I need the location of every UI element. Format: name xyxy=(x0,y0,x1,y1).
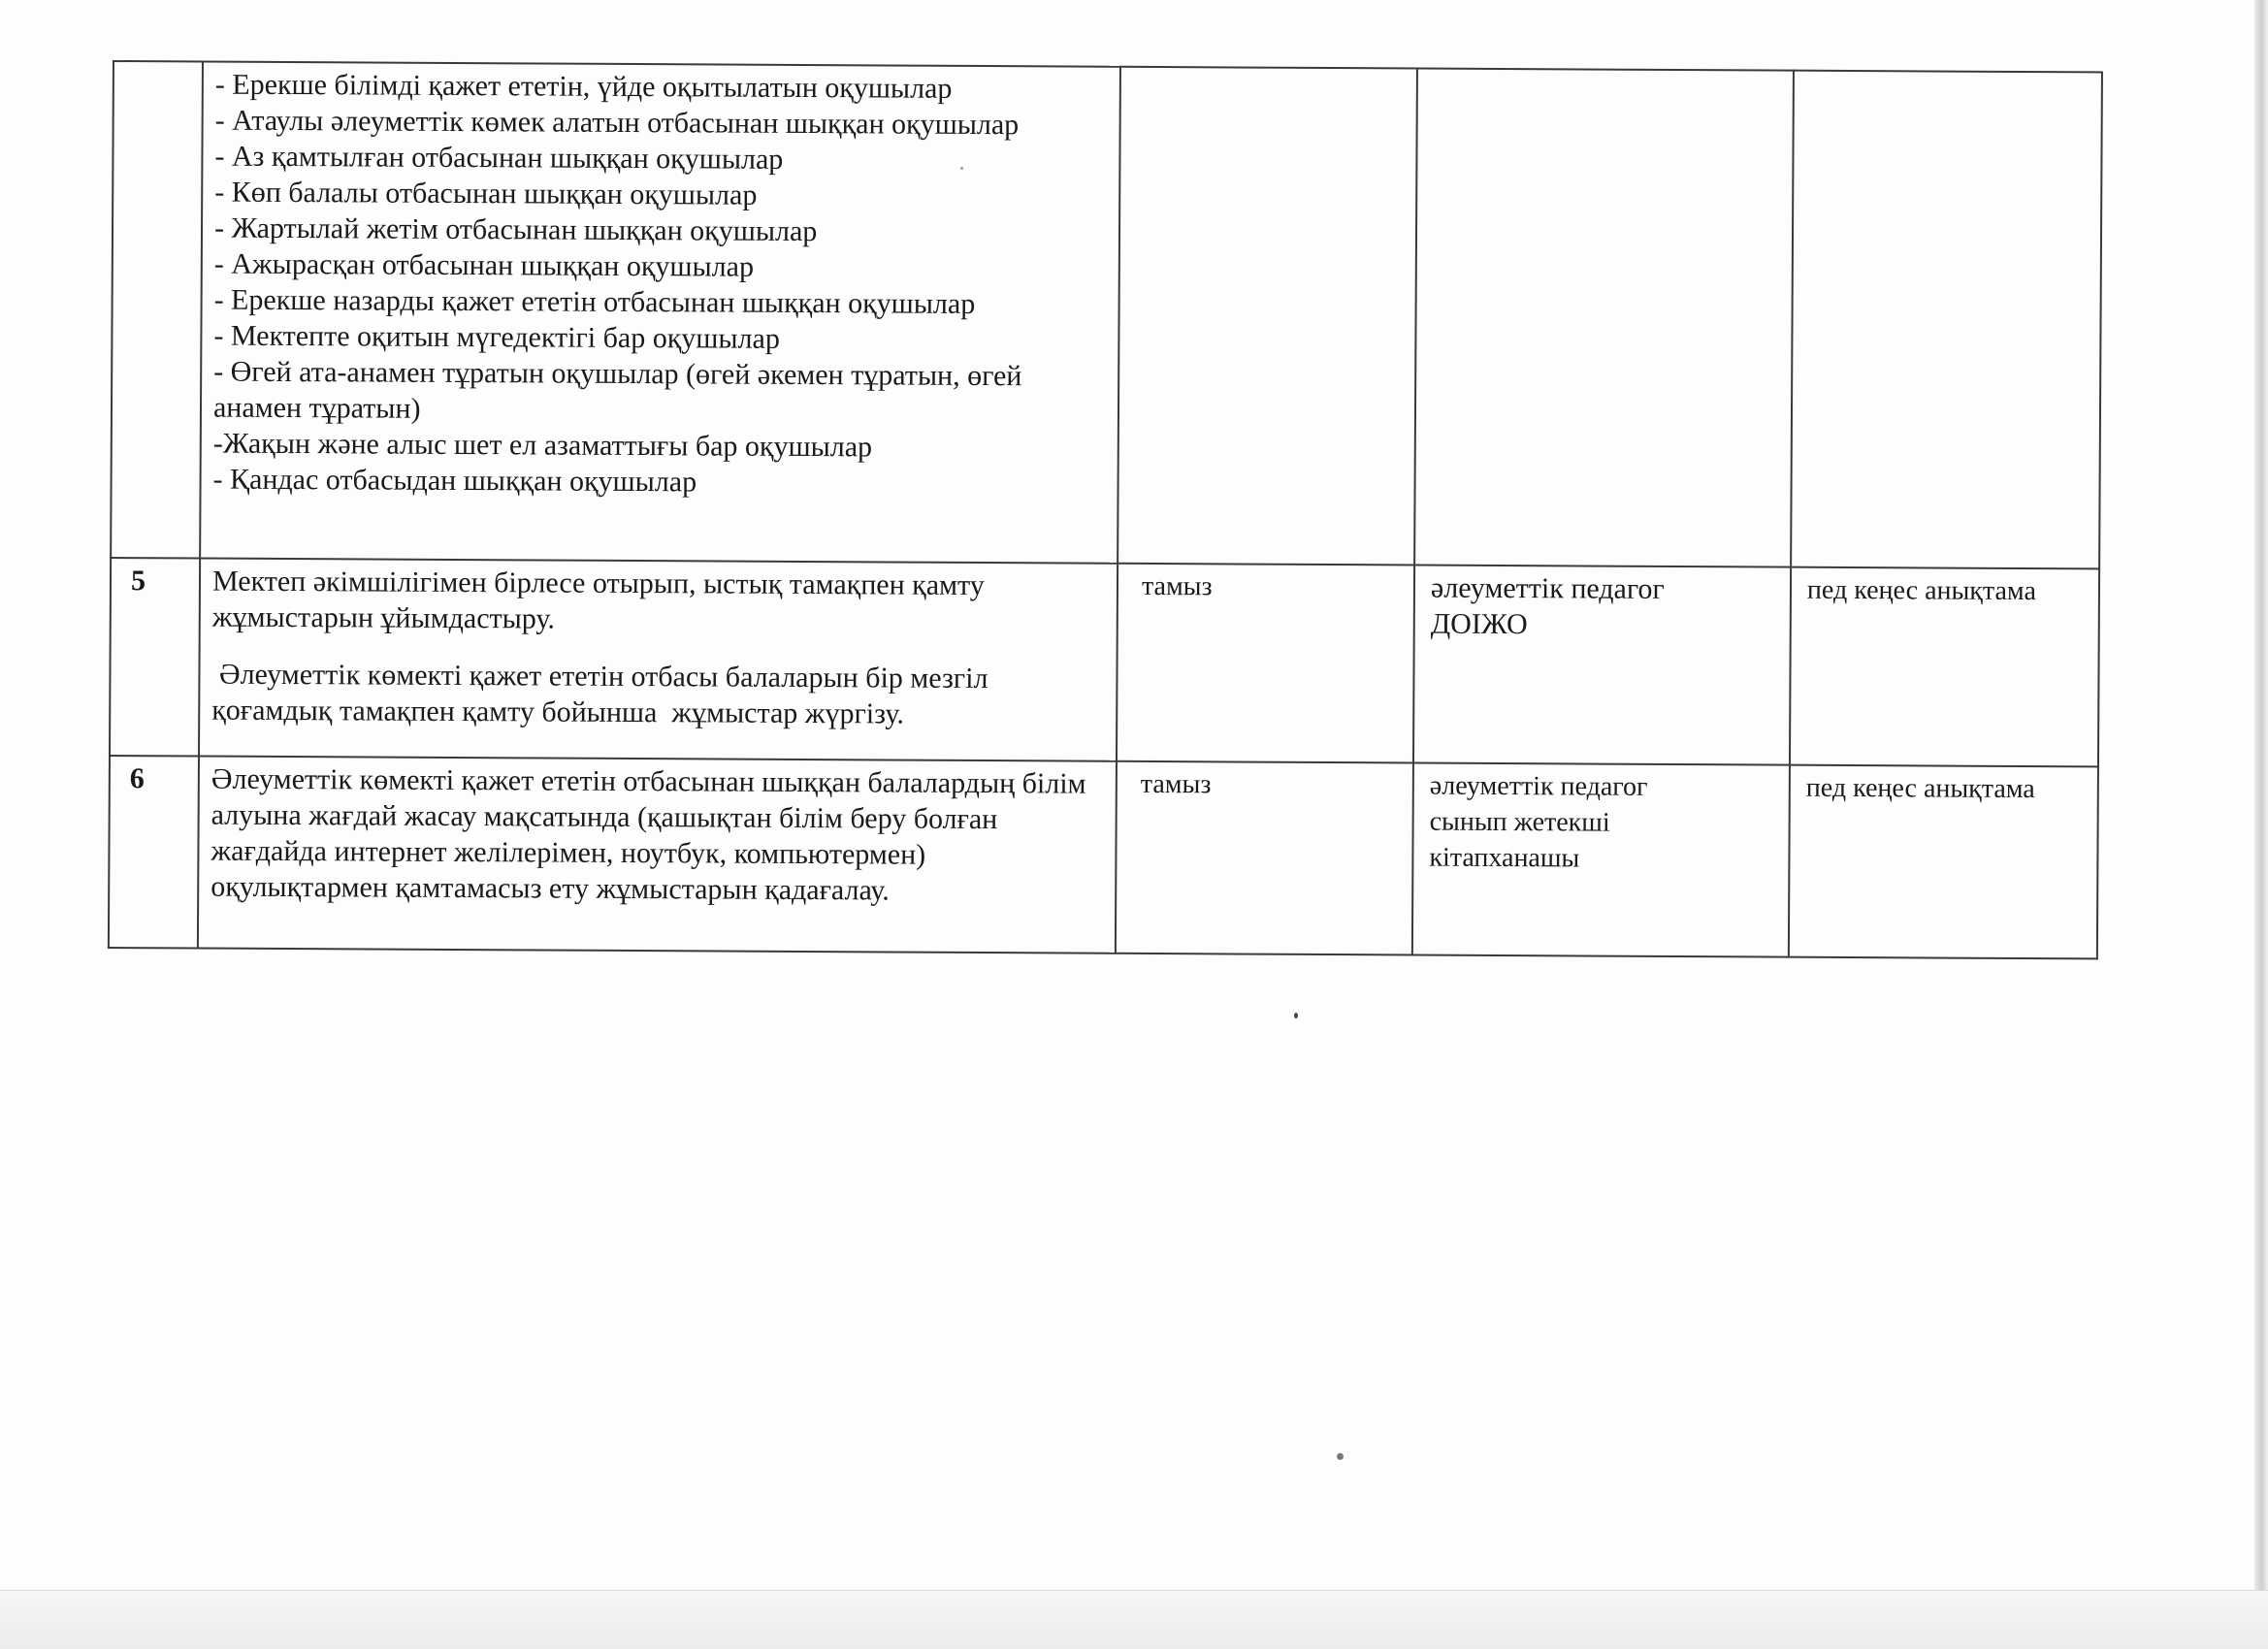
result-cell: пед кеңес анықтама xyxy=(1789,765,2098,959)
responsible-person: кітапханашы xyxy=(1429,842,1580,874)
row-content-cell: Әлеуметтік көмекті қажет ететін отбасынан шыққан балалардың білім алуына жағдай жасау мақсатында (қашықтан білім беру болған жағдайда интернет желілерімен, ноутбук, компьютермен) оқулықтармен қамтамасыз ету жұмыстарын қадағалау. xyxy=(198,757,1117,954)
result-cell: пед кеңес анықтама xyxy=(1790,567,2099,767)
deadline-cell xyxy=(1118,67,1417,566)
responsible-person: әлеуметтік педагог xyxy=(1429,770,1648,802)
list-item: - Мектепте оқитын мүгедектігі бар оқушылар xyxy=(213,319,780,355)
row-number-cell: 6 xyxy=(109,756,199,949)
row-content-cell xyxy=(200,62,1120,564)
list-item: - Көп балалы отбасынан шыққан оқушылар xyxy=(214,176,758,211)
list-item: - Жартылай жетім отбасынан шыққан оқушылар xyxy=(213,211,818,248)
scan-speck xyxy=(1337,1453,1344,1460)
list-item: - Атаулы әлеуметтік көмек алатын отбасынан шыққан оқушылар xyxy=(214,104,1020,142)
table-row xyxy=(109,756,2098,958)
deadline-cell: тамыз xyxy=(1116,761,1413,955)
row-content-cell xyxy=(199,559,1118,761)
task-paragraph: Мектеп әкімшілігімен бірлесе отырып, ыстық тамақпен қамту жұмыстарын ұйымдастыру. xyxy=(211,565,985,635)
list-item: - Қандас отбасыдан шыққан оқушылар xyxy=(212,463,697,499)
row-number-cell xyxy=(111,61,203,559)
responsible-person: әлеуметтік педагог xyxy=(1430,571,1665,605)
scan-speck xyxy=(960,167,963,170)
scan-speck xyxy=(1294,1013,1298,1018)
responsible-person: сынып жетекші xyxy=(1429,806,1610,838)
list-item: - Ерекше білімді қажет ететін, үйде оқытылатын оқушылар xyxy=(214,68,953,105)
list-item: - Ажырасқан отбасынан шыққан оқушылар xyxy=(213,247,755,283)
result-cell xyxy=(1791,71,2102,569)
row-number-cell: 5 xyxy=(110,558,200,757)
responsible-cell xyxy=(1414,69,1794,567)
table-row xyxy=(111,61,2102,568)
list-item: -Жақын және алыс шет ел азаматтығы бар оқушылар xyxy=(212,427,873,464)
list-item: - Өгей ата-анамен тұратын оқушылар (өгей әкемен тұратын, өгей анамен тұратын) xyxy=(212,355,1022,425)
responsible-cell xyxy=(1412,763,1790,957)
table-row xyxy=(110,558,2099,766)
responsible-cell xyxy=(1413,566,1791,765)
list-item: - Ерекше назарды қажет ететін отбасынан шыққан оқушылар xyxy=(213,283,976,320)
responsible-person: ДОІЖО xyxy=(1430,607,1528,641)
task-paragraph: Әлеуметтік көмекті қажет ететін отбасы балаларын бір мезгіл қоғамдық тамақпен қамту бойынша жұмыстар жүргізу. xyxy=(211,658,996,730)
deadline-cell: тамыз xyxy=(1117,564,1414,763)
plan-table xyxy=(108,60,2103,959)
scan-bottom-band xyxy=(0,1590,2268,1649)
page-edge-shadow xyxy=(2254,0,2268,1649)
list-item: - Аз қамтылған отбасынан шыққан оқушылар xyxy=(214,140,784,176)
